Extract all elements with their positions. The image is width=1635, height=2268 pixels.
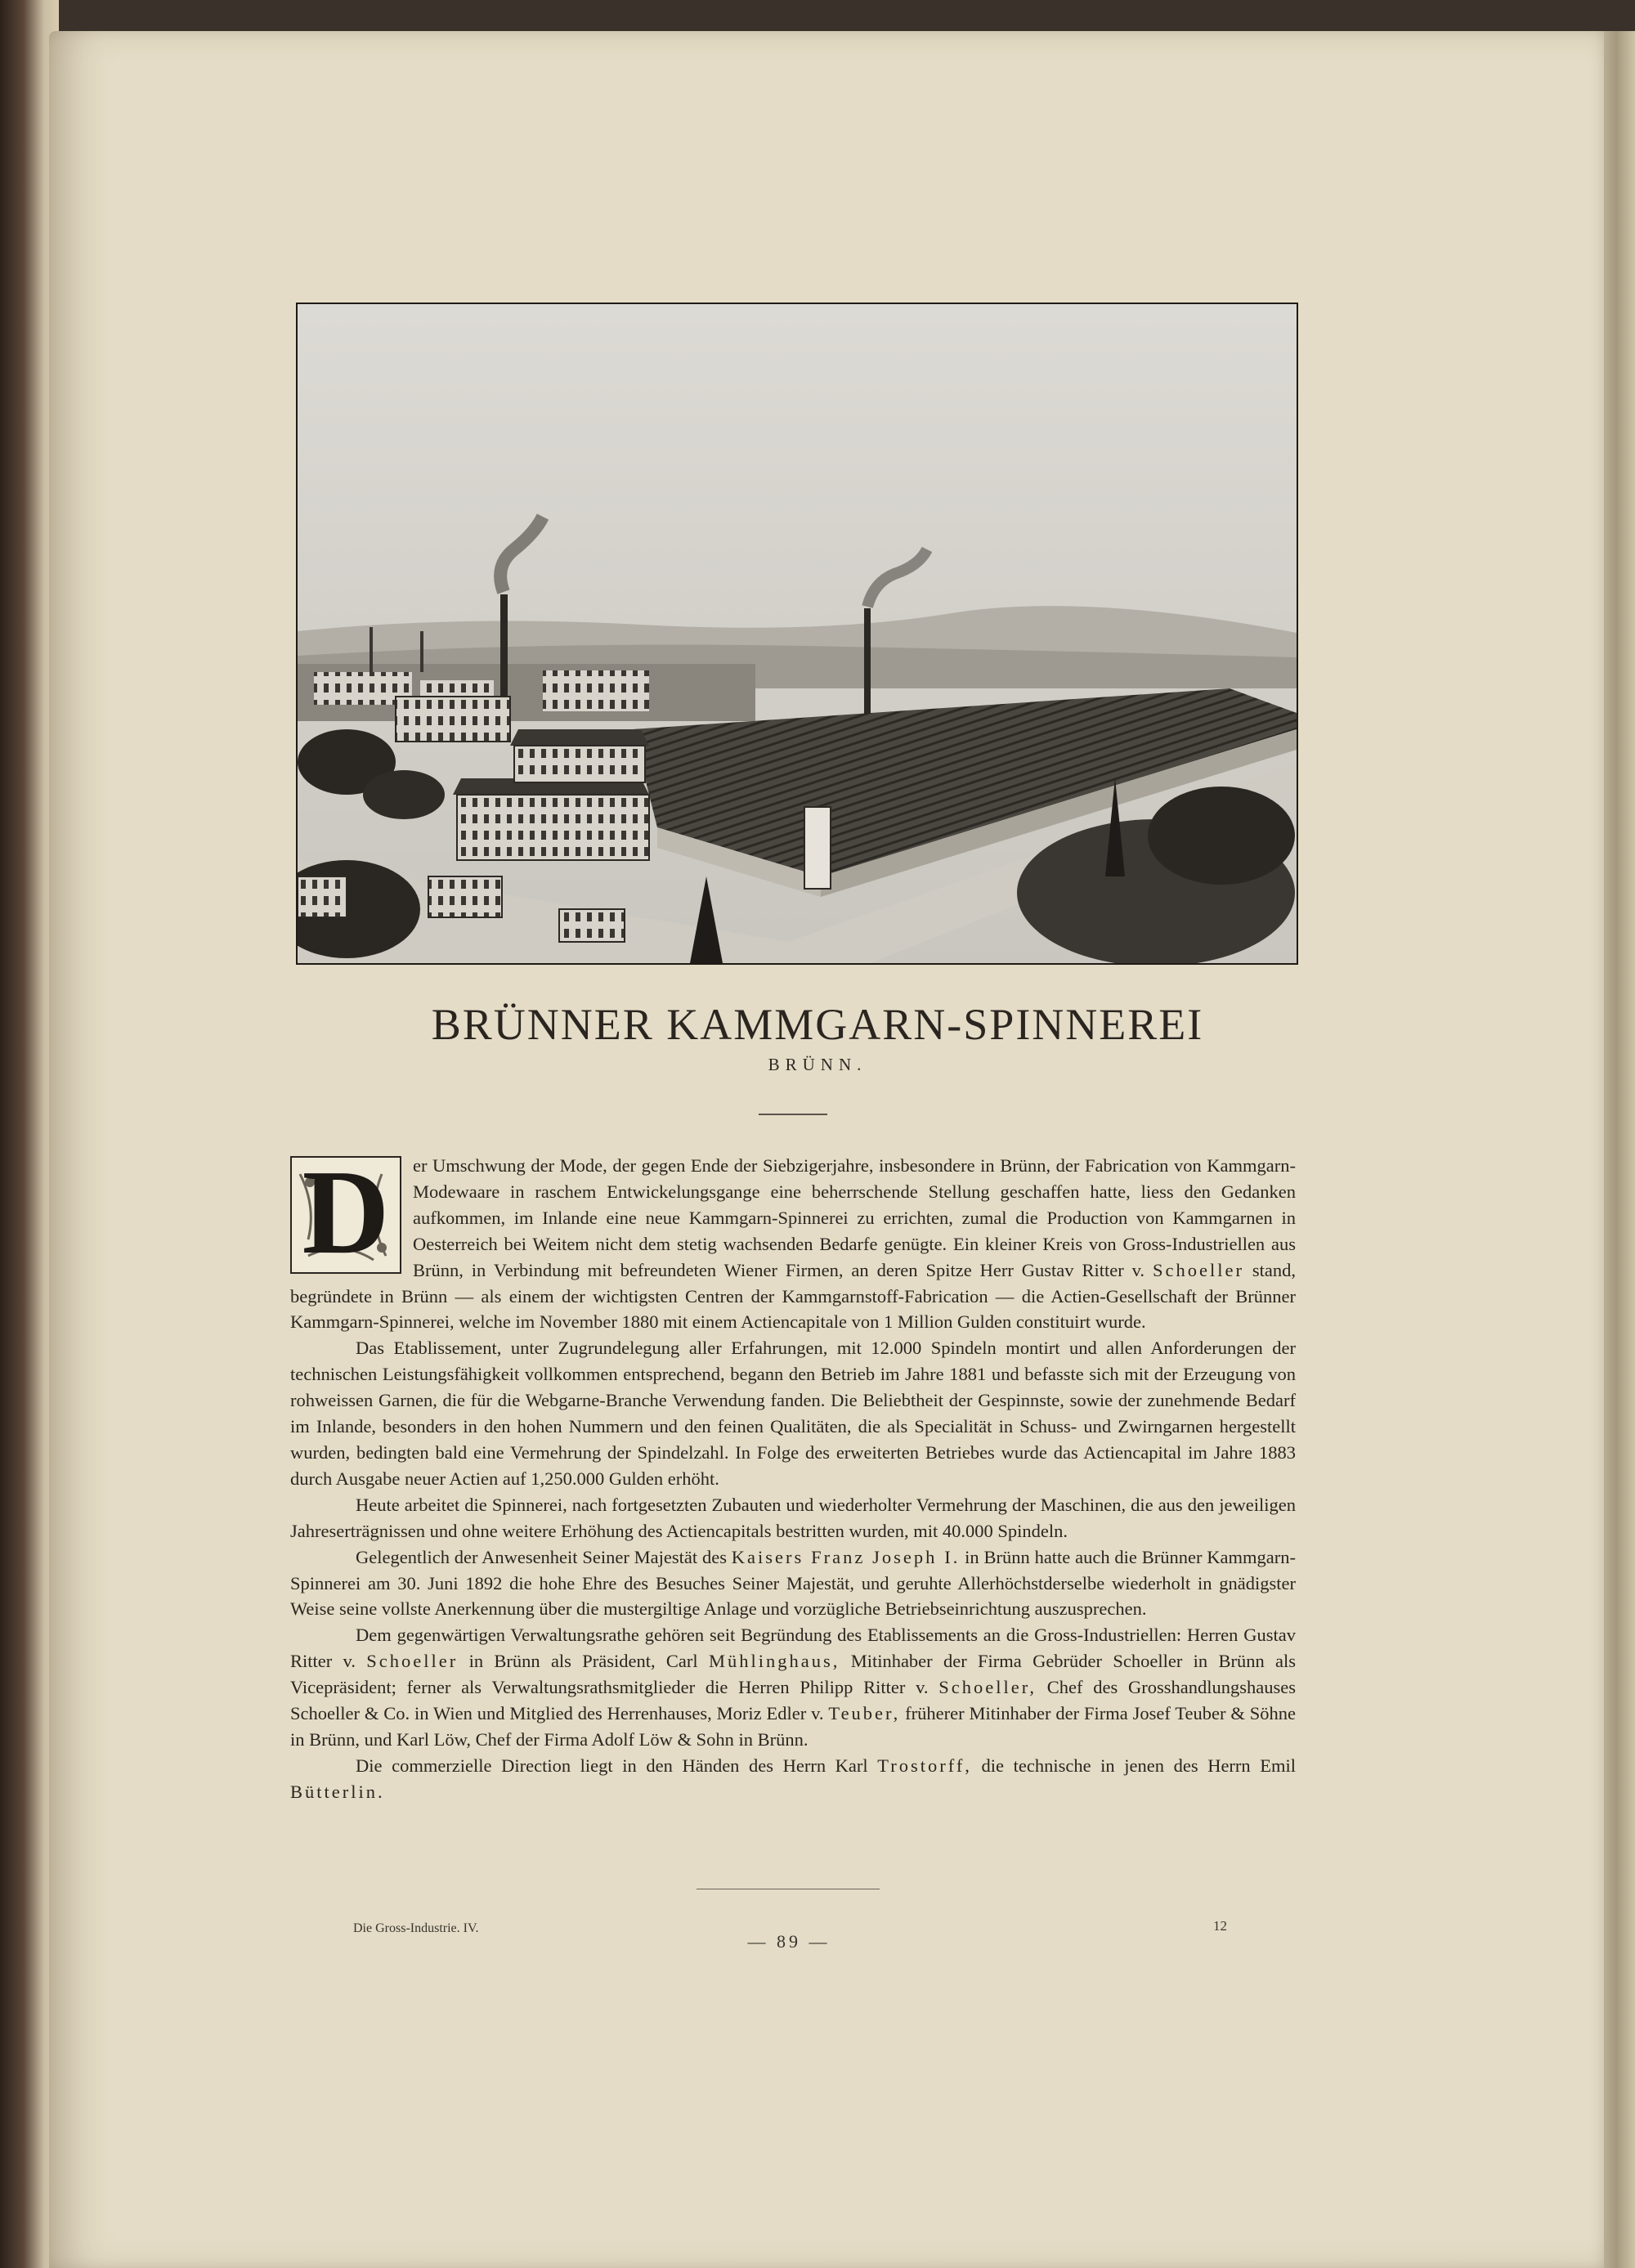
p5-text-i: früherer Mitinhaber der Firma Josef Teuber & Söhne in Brünn, und Karl Löw, Chef der Firma Adolf Löw & Sohn in Brünn.	[290, 1703, 1297, 1750]
p1-text-a: er Umschwung der Mode, der gegen Ende der Siebzigerjahre, insbesondere in Brünn, der Fabrication von Kammgarn-Modewaare in raschem Entwickelungsgange eine beherrschende Stellung geschaffen hatte, liess den Gedanken aufkommen, im Inlande eine neue Kammgarn-Spinnerei zu errichten, zumal die Production von Kammgarnen in Oesterreich bei Weitem nicht dem stetig wachsenden Bedarfe genügte. Ein kleiner Kreis von Gross-Industriellen aus Brünn, in Verbindung mit befreundeten Wiener Firmen, an deren Spitze Herr Gustav Ritter v.	[413, 1155, 1296, 1280]
paragraph-2: Das Etablissement, unter Zugrundelegung aller Erfahrungen, mit 12.000 Spindeln montirt und allen Anforderungen der technischen Leistungsfähigkeit vollkommen entsprechend, begann den Betrieb im Jahre 1881 und befasste sich mit der Erzeugung von rohweissen Garnen, die für die Webgarne-Branche Verwendung fanden. Die Beliebtheit der Gespinnste, sowie der zunehmende Bedarf im Inlande, besonders in den hohen Nummern und den feinen Qualitäten, die als Specialität in Schuss- und Zwirngarnen hergestellt wurden, bedingten bald eine Vermehrung der Spindelzahl. In Folge des erweiterten Betriebes wurde das Actiencapital im Jahre 1883 durch Ausgabe neuer Actien auf 1,250.000 Gulden erhöht.	[290, 1338, 1296, 1489]
factory-illustration	[296, 303, 1298, 965]
p1-name: Schoeller	[1152, 1259, 1244, 1280]
p5-text-c: in Brünn als Präsident, Carl	[468, 1651, 698, 1672]
p6-text-a: Die commerzielle Direction liegt in den Händen des Herrn Karl	[356, 1755, 868, 1776]
article-body	[290, 1145, 1297, 1805]
signature-mark: 12	[1213, 1918, 1227, 1934]
p6-name-d: Bütterlin.	[290, 1781, 385, 1802]
paragraph-4	[290, 1544, 1296, 1623]
footer-publication: Die Gross-Industrie. IV.	[353, 1921, 479, 1935]
p6-name-b: Trostorff,	[877, 1755, 972, 1776]
p5-text-a: Dem gegenwärtigen Verwaltungsrathe gehören seit Begründung des Etablissements an die Gross-Industriellen: Herren Gustav Ritter v.	[290, 1625, 1296, 1672]
p5-text-e: Mitinhaber der Firma Gebrüder Schoeller in Brünn als Vicepräsident; ferner als Verwaltungsrathsmitglieder die Herren Philipp Ritter v.	[290, 1651, 1296, 1698]
paragraph-5	[290, 1622, 1296, 1753]
page-number: — 89 —	[747, 1931, 831, 1952]
ornamental-initial	[290, 1145, 401, 1280]
p5-name-b: Schoeller	[366, 1651, 459, 1672]
p4-emperor: Kaisers Franz Joseph I.	[731, 1546, 961, 1567]
p4-text-a: Gelegentlich der Anwesenheit Seiner Majestät des	[356, 1546, 727, 1567]
page-title: BRÜNNER KAMMGARN-SPINNEREI	[431, 1000, 1204, 1049]
p5-text-g: Chef des Grosshandlungshauses Schoeller & Co. in Wien und Mitglied des Herrenhauses, Moriz Edler v.	[290, 1677, 1296, 1724]
p4-text-c: in Brünn hatte auch die Brünner Kammgarn-Spinnerei am 30. Juni 1892 die hohe Ehre des Besuches Seiner Majestät, und geruhte Allerhöchstderselbe wiederholt in gnädigster Weise seine vollste Anerkennung über die mustergiltige Anlage und vorzügliche Betriebseinrichtung auszusprechen.	[290, 1546, 1296, 1620]
p6-text-c: die technische in jenen des Herrn Emil	[981, 1755, 1297, 1776]
paragraph-6	[290, 1753, 1296, 1805]
page-subtitle: BRÜNN.	[768, 1055, 867, 1074]
page-edge	[1604, 31, 1635, 2268]
p5-name-d: Mühlinghaus,	[708, 1651, 840, 1672]
p1-text-c: stand, begründete in Brünn — als einem der wichtigsten Centren der Kammgarnstoff-Fabrication — die Actien-Gesellschaft der Brünner Kammgarn-Spinnerei, welche im November 1880 mit einem Actiencapitale von 1 Million Gulden constituirt wurde.	[290, 1259, 1297, 1333]
paragraph-3: Heute arbeitet die Spinnerei, nach fortgesetzten Zubauten und wiederholter Vermehrung der Maschinen, die aus den jeweiligen Jahreserträgnissen und ohne weitere Erhöhung des Actiencapitals bestritten wurden, mit 40.000 Spindeln.	[290, 1494, 1296, 1541]
factory-engraving	[298, 304, 1297, 963]
dropcap-letter: D	[302, 1145, 390, 1280]
title-divider	[759, 1114, 827, 1115]
p5-name-f: Schoeller,	[938, 1677, 1037, 1698]
paragraph-1	[290, 1145, 1297, 1335]
p5-name-h: Teuber,	[828, 1703, 901, 1724]
